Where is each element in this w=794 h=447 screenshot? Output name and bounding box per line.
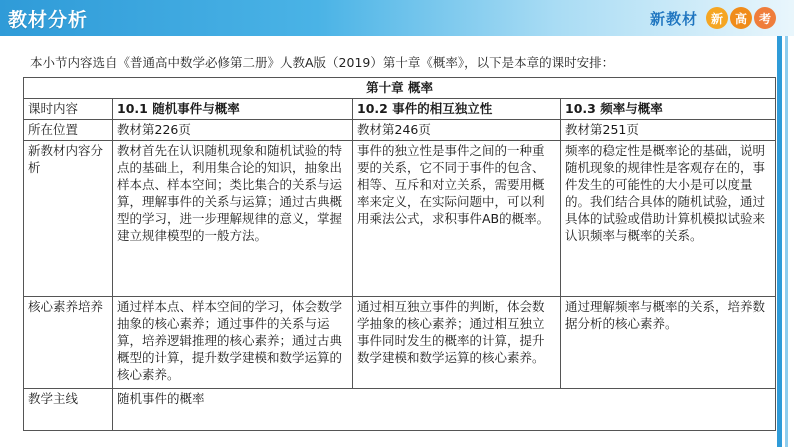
table-header-row bbox=[24, 99, 776, 120]
decorative-stripe-light bbox=[785, 36, 788, 447]
row-label: 课时内容 bbox=[24, 99, 113, 120]
table-cell: 事件的独立性是事件之间的一种重要的关系，它不同于事件的包含、相等、互斥和对立关系，需要用概率来定义，在实际问题中，可以利用乘法公式，求积事件AB的概率。 bbox=[353, 141, 561, 297]
decorative-stripe bbox=[777, 36, 782, 447]
brand-badge-kao: 考 bbox=[754, 7, 776, 29]
table-cell: 通过样本点、样本空间的学习，体会数学抽象的核心素养；通过事件的关系与运算，培养逻辑推理的核心素养；通过古典概型的计算，提升数学建模和数学运算的核心素养。 bbox=[113, 297, 353, 389]
section-header: 10.1 随机事件与概率 bbox=[113, 99, 353, 120]
table-title-row bbox=[24, 78, 776, 99]
table-cell: 通过相互独立事件的判断，体会数学抽象的核心素养；通过相互独立事件同时发生的概率的计算，提升数学建模和数学运算的核心素养。 bbox=[353, 297, 561, 389]
row-label: 核心素养培养 bbox=[24, 297, 113, 389]
table-row bbox=[24, 141, 776, 297]
brand-text: 新教材 bbox=[649, 9, 698, 28]
table-cell: 教材首先在认识随机现象和随机试验的特点的基础上，利用集合论的知识，抽象出样本点、样本空间；类比集合的关系与运算，理解事件的关系与运算；通过古典概型的学习，进一步理解规律的意义，掌握建立规律模型的一般方法。 bbox=[113, 141, 353, 297]
lesson-plan-table bbox=[23, 77, 776, 431]
table-row bbox=[24, 389, 776, 431]
table-cell: 教材第226页 bbox=[113, 120, 353, 141]
intro-text: 本小节内容选自《普通高中数学必修第二册》人教A版（2019）第十章《概率》，以下是本章的课时安排： bbox=[30, 55, 615, 70]
section-header: 10.2 事件的相互独立性 bbox=[353, 99, 561, 120]
table-cell: 教材第251页 bbox=[561, 120, 776, 141]
row-label: 新教材内容分析 bbox=[24, 141, 113, 297]
table-cell: 随机事件的概率 bbox=[113, 389, 776, 431]
table-row bbox=[24, 297, 776, 389]
row-label: 所在位置 bbox=[24, 120, 113, 141]
brand-logo bbox=[650, 6, 776, 30]
table-row bbox=[24, 120, 776, 141]
table-cell: 教材第246页 bbox=[353, 120, 561, 141]
row-label: 教学主线 bbox=[24, 389, 113, 431]
table-cell: 频率的稳定性是概率论的基础，说明随机现象的规律性是客观存在的，事件发生的可能性的大小是可以度量的。我们结合具体的随机试验，通过具体的试验或借助计算机模拟试验来认识频率与概率的关系。 bbox=[561, 141, 776, 297]
brand-badge-gao: 高 bbox=[730, 7, 752, 29]
brand-badge-xin: 新 bbox=[706, 7, 728, 29]
chapter-title: 第十章 概率 bbox=[24, 78, 776, 99]
section-header: 10.3 频率与概率 bbox=[561, 99, 776, 120]
table-cell: 通过理解频率与概率的关系，培养数据分析的核心素养。 bbox=[561, 297, 776, 389]
section-title: 教材分析 bbox=[8, 9, 89, 31]
